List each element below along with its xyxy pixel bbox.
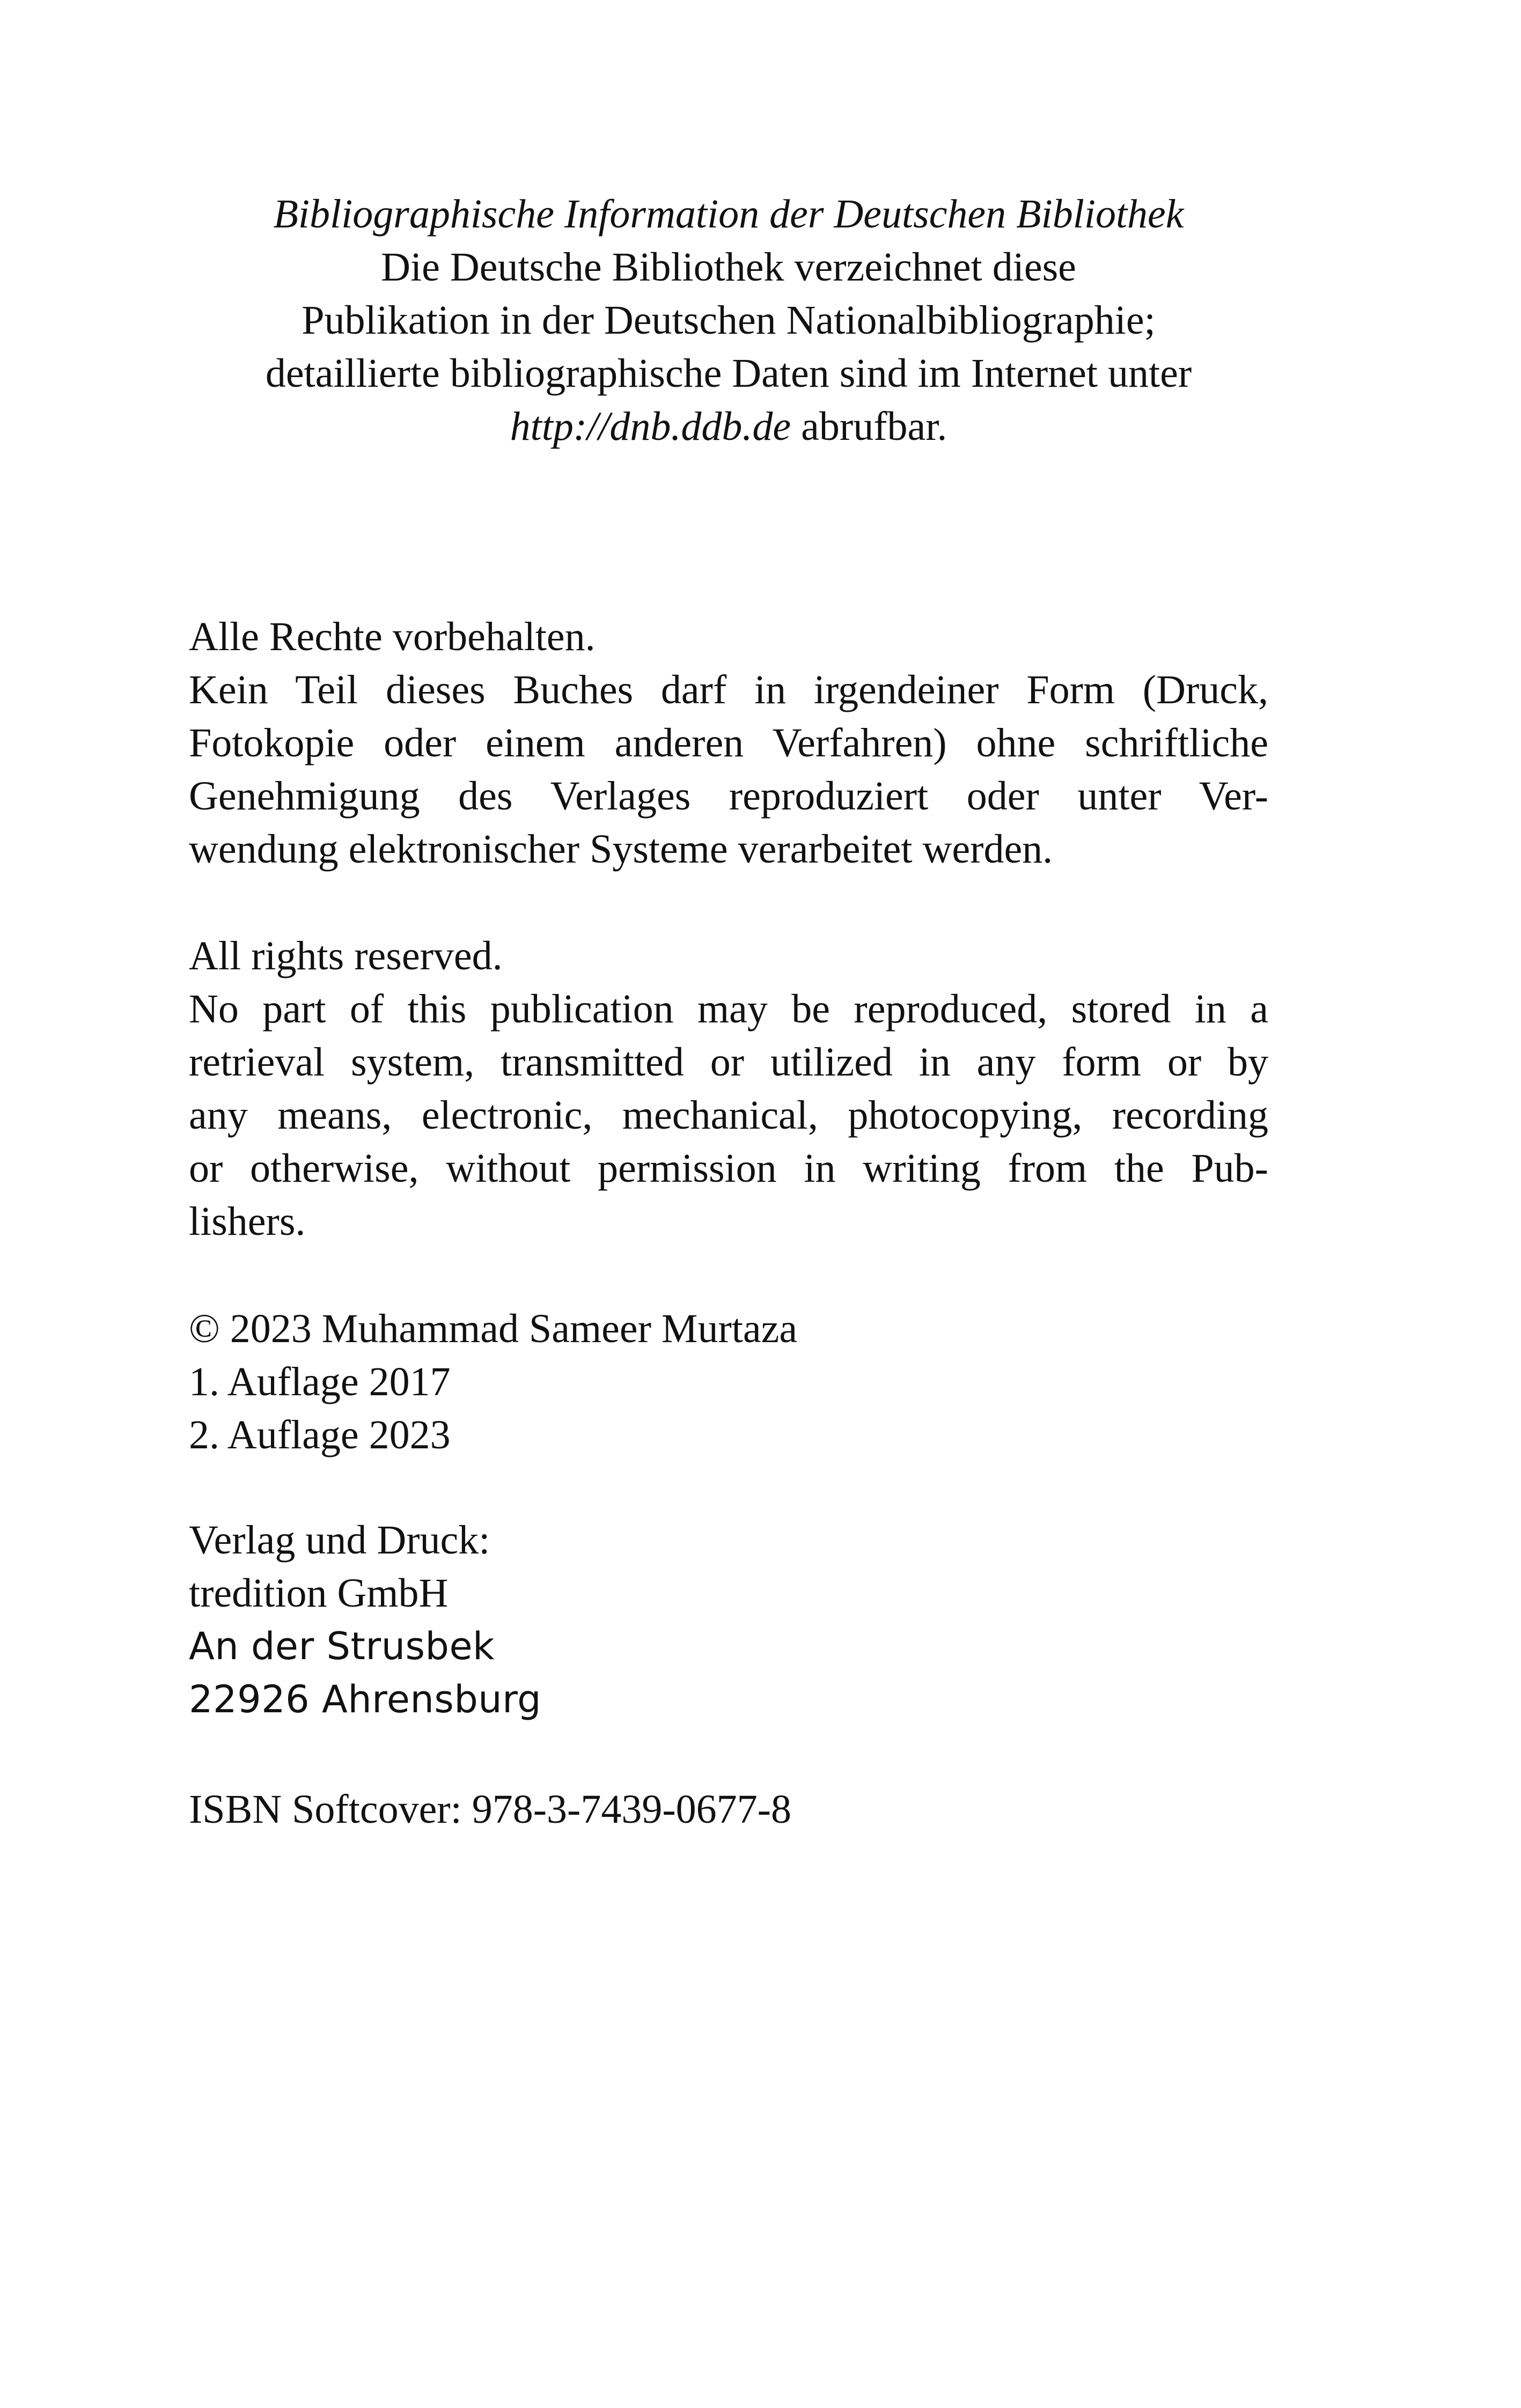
rights-en-line-3: any means, electronic, mechanical, photocopying, recording [189,1093,1268,1138]
cip-url: http://dnb.ddb.de [510,404,791,449]
publisher-block [189,1514,1268,1726]
publisher-city: 22926 Ahrensburg [189,1677,542,1721]
publisher-street: An der Strusbek [189,1624,495,1668]
publisher-label: Verlag und Druck: [189,1518,490,1563]
isbn-block [189,1783,1268,1836]
rights-en-line-5: lishers. [189,1199,306,1244]
rights-en-line-2: retrieval system, transmitted or utilized in any form or by [189,1040,1268,1085]
rights-notice-german [189,610,1268,876]
copyright-block [189,1302,1268,1462]
rights-de-line-2: Fotokopie oder einem anderen Verfahren) ohne schriftliche [189,720,1268,765]
rights-notice-english [189,930,1268,1248]
copyright-notice: © 2023 Muhammad Sameer Murtaza [189,1306,798,1351]
rights-de-line-3: Genehmigung des Verlages reproduziert oder unter Ver- [189,774,1268,819]
rights-en-title: All rights reserved. [189,933,503,978]
rights-en-line-1: No part of this publication may be reproduced, stored in a [189,986,1268,1032]
cip-line-2: Publikation in der Deutschen Nationalbibliographie; [302,298,1156,343]
cip-heading: Bibliographische Information der Deutschen Bibliothek [273,192,1184,237]
edition-second: 2. Auflage 2023 [189,1412,451,1457]
rights-de-line-1: Kein Teil dieses Buches darf in irgendeiner Form (Druck, [189,667,1268,712]
rights-de-title: Alle Rechte vorbehalten. [189,614,596,659]
cip-line-4 [189,400,1268,453]
cip-line-1: Die Deutsche Bibliothek verzeichnet diese [381,245,1076,290]
rights-de-line-4: wendung elektronischer Systeme verarbeitet werden. [189,827,1053,872]
cip-url-suffix: abrufbar. [791,404,947,449]
publisher-name: tredition GmbH [189,1571,449,1616]
cip-block [189,188,1268,453]
isbn-text: ISBN Softcover: 978-3-7439-0677-8 [189,1787,791,1832]
edition-first: 1. Auflage 2017 [189,1359,451,1404]
rights-en-line-4: or otherwise, without permission in writing from the Pub- [189,1146,1268,1191]
cip-line-3: detaillierte bibliographische Daten sind im Internet unter [265,351,1192,396]
